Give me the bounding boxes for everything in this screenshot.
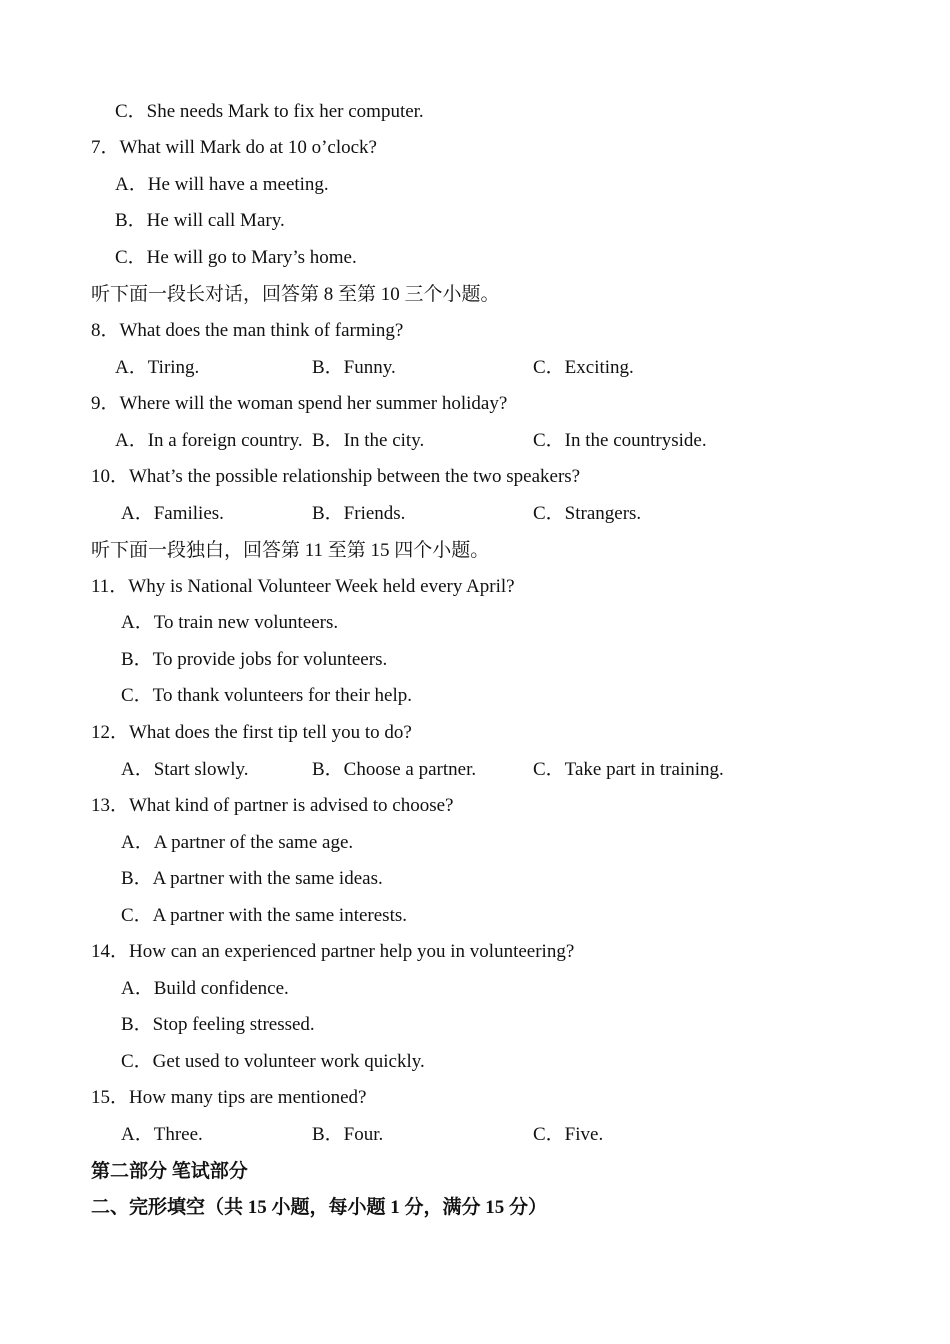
question-13: 13．What kind of partner is advised to choose? [91, 795, 454, 816]
q7-option-b: B．He will call Mary. [115, 210, 285, 231]
q14-option-b: B．Stop feeling stressed. [121, 1014, 315, 1035]
q9-option-c: C．In the countryside. [533, 430, 707, 451]
q11-option-a: A．To train new volunteers. [121, 612, 339, 633]
q7-option-c: C．He will go to Mary’s home. [115, 247, 357, 268]
q15-option-a: A．Three. [121, 1124, 203, 1145]
q8-option-b: B．Funny. [312, 357, 396, 378]
q12-option-a: A．Start slowly. [121, 759, 249, 780]
question-8: 8．What does the man think of farming? [91, 320, 404, 341]
question-9: 9．Where will the woman spend her summer holiday? [91, 393, 508, 414]
question-14: 14．How can an experienced partner help you in volunteering? [91, 941, 575, 962]
q7-option-a: A．He will have a meeting. [115, 174, 329, 195]
question-15: 15．How many tips are mentioned? [91, 1087, 367, 1108]
q15-option-b: B．Four. [312, 1124, 384, 1145]
q14-option-a: A．Build confidence. [121, 978, 289, 999]
q11-option-b: B．To provide jobs for volunteers. [121, 649, 388, 670]
q13-option-a: A．A partner of the same age. [121, 832, 354, 853]
q14-option-c: C．Get used to volunteer work quickly. [121, 1051, 425, 1072]
q10-option-c: C．Strangers. [533, 503, 642, 524]
q13-option-c: C．A partner with the same interests. [121, 905, 407, 926]
q8-option-c: C．Exciting. [533, 357, 634, 378]
q9-option-a: A．In a foreign country. [115, 430, 303, 451]
question-12: 12．What does the first tip tell you to do? [91, 722, 412, 743]
q10-option-b: B．Friends. [312, 503, 406, 524]
section-cloze-heading: 二、完形填空（共 15 小题，每小题 1 分，满分 15 分） [91, 1197, 548, 1218]
question-7: 7．What will Mark do at 10 o’clock? [91, 137, 377, 158]
q6-option-c: C．She needs Mark to fix her computer. [115, 101, 424, 122]
q15-option-c: C．Five. [533, 1124, 604, 1145]
question-10: 10．What’s the possible relationship between the two speakers? [91, 466, 581, 487]
q13-option-b: B．A partner with the same ideas. [121, 868, 383, 889]
instruction-8-10: 听下面一段长对话，回答第 8 至第 10 三个小题。 [91, 284, 500, 305]
part-two-heading: 第二部分 笔试部分 [91, 1161, 248, 1182]
q8-option-a: A．Tiring. [115, 357, 200, 378]
q12-option-b: B．Choose a partner. [312, 759, 477, 780]
question-11: 11．Why is National Volunteer Week held every April? [91, 576, 515, 597]
q12-option-c: C．Take part in training. [533, 759, 724, 780]
q9-option-b: B．In the city. [312, 430, 425, 451]
instruction-11-15: 听下面一段独白，回答第 11 至第 15 四个小题。 [91, 540, 490, 561]
q11-option-c: C．To thank volunteers for their help. [121, 685, 412, 706]
q10-option-a: A．Families. [121, 503, 224, 524]
